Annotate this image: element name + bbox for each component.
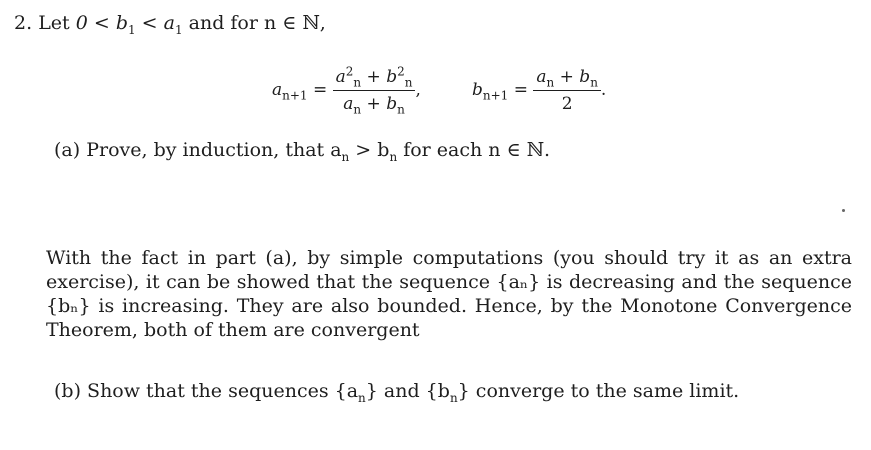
equation-b-numerator: $a_n + b_n$ [533,67,601,91]
equation-b-denominator: 2 [561,93,573,114]
equation-a [272,60,421,120]
part-b-label: (b) [54,380,81,402]
stray-dot [842,209,845,212]
equation-a-denominator: $a_n + b_n$ [343,93,405,116]
equation-a-numerator: $a^2_n + b^2_n$ [333,67,416,91]
part-b [54,380,740,405]
sub-n2: n [389,149,398,164]
equation-a-fraction [333,63,416,116]
remark-paragraph: With the fact in part (a), by simple computations (you should try it as an extra exercise), it can be showed that the sequence {aₙ} is decreasing and the sequence {bₙ} is increasing. They are also bounded. Hence, by the Monotone Convergence Theorem, both of them are convergent [46,247,852,341]
sub-a1: 1 [174,22,183,37]
intro-let: Let [38,12,70,34]
equation-b-trail: . [600,80,607,100]
part-a [54,139,551,164]
sub-b1: 1 [127,22,136,37]
equation-a-trail: , [415,80,421,100]
equation-b-fraction [533,67,601,114]
sub-n3: n [358,390,366,405]
intro-rest: and for n ∈ ℕ, [182,12,326,34]
part-b-text2: } and {b [365,380,450,402]
sub-n4: n [449,390,458,405]
problem-number: 2. [14,12,33,34]
equation-b [472,60,606,120]
part-b-text: Show that the sequences {a [87,380,359,402]
intro-lt: < a [135,12,175,34]
equation-b-lhs: $b_{n+1}$ = [472,80,534,103]
part-a-label: (a) [54,139,81,161]
problem-header [14,12,326,37]
part-b-text3: } converge to the same limit. [457,380,740,402]
part-a-text3: for each n ∈ ℕ. [397,139,551,161]
part-a-text: Prove, by induction, that a [86,139,342,161]
intro-condition: 0 < b [75,12,128,34]
part-a-text2: > b [349,139,390,161]
equation-a-lhs: $a_{n+1}$ = [272,80,333,103]
sub-n: n [341,149,350,164]
